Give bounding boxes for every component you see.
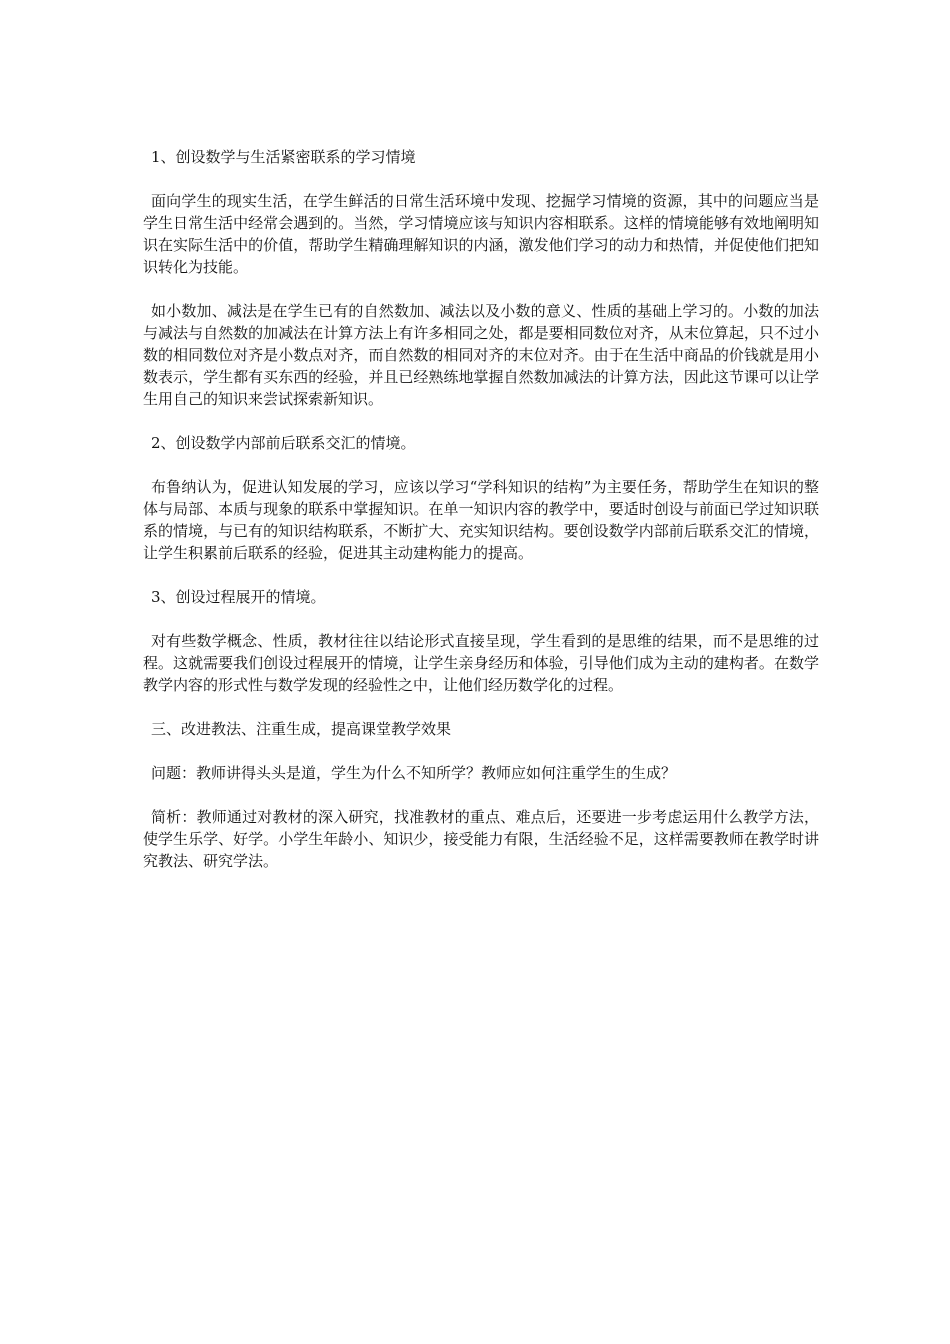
analysis-paragraph: 简析：教师通过对教材的深入研究，找准教材的重点、难点后，还要进一步考虑运用什么教学方法，使学生乐学、好学。小学生年龄小、知识少，接受能力有限，生活经验不足，这样需要教师在教学时讲究教法、研究学法。	[143, 808, 819, 870]
paragraph-3: 布鲁纳认为，促进认知发展的学习，应该以学习“学科知识的结构”为主要任务，帮助学生在知识的整体与局部、本质与现象的联系中掌握知识。在单一知识内容的教学中，要适时创设与前面已学过知识联系的情境，与已有的知识结构联系，不断扩大、充实知识结构。要创设数学内部前后联系交汇的情境，让学生积累前后联系的经验，促进其主动建构能力的提高。	[143, 478, 819, 562]
section-heading-1: 1、创设数学与生活紧密联系的学习情境	[151, 148, 416, 166]
paragraph-1: 面向学生的现实生活，在学生鲜活的日常生活环境中发现、挖掘学习情境的资源，其中的问题应当是学生日常生活中经常会遇到的。当然，学习情境应该与知识内容相联系。这样的情境能够有效地阐明知识在实际生活中的价值，帮助学生精确理解知识的内涵，激发他们学习的动力和热情，并促使他们把知识转化为技能。	[143, 192, 819, 276]
paragraph-4: 对有些数学概念、性质，教材往往以结论形式直接呈现，学生看到的是思维的结果，而不是思维的过程。这就需要我们创设过程展开的情境，让学生亲身经历和体验，引导他们成为主动的建构者。在数学教学内容的形式性与数学发现的经验性之中，让他们经历数学化的过程。	[143, 632, 819, 694]
section-heading-3: 3、创设过程展开的情境。	[151, 588, 326, 606]
question-paragraph: 问题：教师讲得头头是道，学生为什么不知所学？教师应如何注重学生的生成？	[151, 764, 677, 782]
document-page	[143, 146, 819, 894]
section-heading-2: 2、创设数学内部前后联系交汇的情境。	[151, 434, 416, 452]
section-heading-4: 三、改进教法、注重生成，提高课堂教学效果	[151, 720, 452, 738]
paragraph-2: 如小数加、减法是在学生已有的自然数加、减法以及小数的意义、性质的基础上学习的。小数的加法与减法与自然数的加减法在计算方法上有许多相同之处，都是要相同数位对齐，从末位算起，只不过小数的相同数位对齐是小数点对齐，而自然数的相同对齐的末位对齐。由于在生活中商品的价钱就是用小数表示，学生都有买东西的经验，并且已经熟练地掌握自然数加减法的计算方法，因此这节课可以让学生用自己的知识来尝试探索新知识。	[143, 302, 819, 408]
